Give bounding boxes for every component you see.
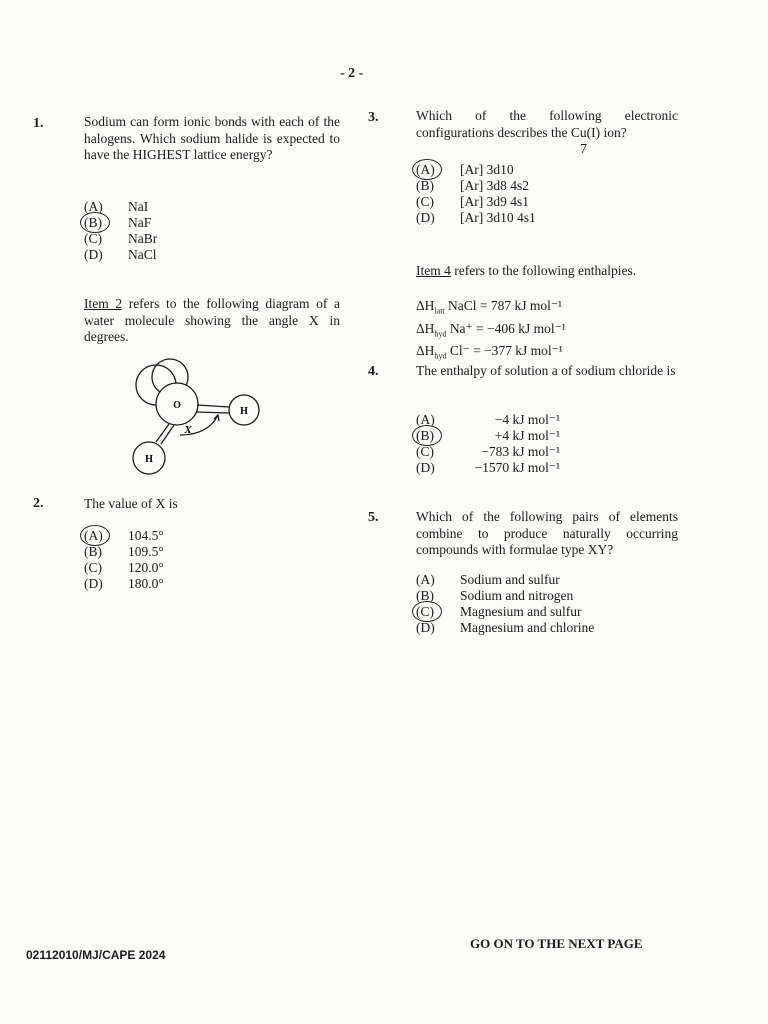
enthalpy-lattice: $\Delta H_{latt}$ NaCl = 787 kJ mol⁻¹ — [416, 298, 563, 316]
o-h-bond-top-1 — [197, 405, 229, 407]
next-page-note: GO ON TO THE NEXT PAGE — [470, 936, 643, 951]
q1-option-b[interactable] — [84, 215, 151, 231]
q3-option-a-value: [Ar] 3d10 — [460, 162, 514, 177]
q4-number: 4. — [368, 364, 379, 379]
q5-option-d[interactable] — [416, 620, 594, 636]
q2-option-b-value: 109.5° — [128, 544, 164, 559]
q5-option-a-value: Sodium and sulfur — [460, 572, 560, 587]
q4-text: The enthalpy of solution a of sodium chloride is — [416, 363, 676, 378]
page-number: - 2 - — [340, 66, 364, 81]
q1-option-c-value: NaBr — [128, 231, 158, 246]
q1-option-d-label: (D) — [84, 247, 103, 262]
q3-text: Which of the following electronic configurations describes the Cu(I) ion? — [416, 108, 678, 140]
q3-option-c[interactable] — [416, 194, 529, 210]
q1-option-b-label: (B) — [84, 215, 128, 231]
q5-option-c[interactable] — [416, 604, 581, 620]
q2-option-b-label: (B) — [84, 544, 102, 559]
q1-option-c[interactable] — [84, 231, 157, 247]
q3-option-a-label: (A) — [416, 162, 460, 178]
q3-option-a[interactable] — [416, 162, 514, 178]
q1-option-a-label: (A) — [84, 199, 103, 214]
q5-option-d-label: (D) — [416, 620, 435, 635]
q2-option-d-label: (D) — [84, 576, 103, 591]
q3-number: 3. — [368, 110, 379, 125]
q3-option-d-value: [Ar] 3d10 4s1 — [460, 210, 536, 225]
item2-text: refers to the following diagram of a water molecule showing the angle X in degrees. — [84, 296, 340, 344]
q1-option-c-label: (C) — [84, 231, 102, 246]
q3-option-b-label: (B) — [416, 178, 434, 193]
q2-option-a[interactable] — [84, 528, 164, 544]
q3-handwritten-mark: 7 — [580, 142, 587, 157]
q4-option-a[interactable] — [416, 412, 560, 428]
o-h-bond-top-2 — [196, 412, 229, 413]
item2-intro — [84, 296, 340, 346]
q3-option-b[interactable] — [416, 178, 529, 194]
q4-option-c-label: (C) — [416, 444, 434, 459]
q3-option-d[interactable] — [416, 210, 536, 226]
q2-number: 2. — [33, 496, 44, 511]
item4-ref: Item 4 — [416, 263, 451, 278]
q1-option-a-value: NaI — [128, 199, 149, 214]
q4-option-a-value: −4 kJ mol⁻¹ — [494, 412, 560, 427]
q5-option-c-label: (C) — [416, 604, 460, 620]
q5-option-a[interactable] — [416, 572, 560, 588]
q3-option-b-value: [Ar] 3d8 4s2 — [460, 178, 529, 193]
q5-option-b[interactable] — [416, 588, 573, 604]
q2-option-c-value: 120.0° — [128, 560, 164, 575]
q4-option-b-label: (B) — [416, 428, 460, 444]
q4-option-b[interactable] — [416, 428, 560, 444]
q5-option-c-value: Magnesium and sulfur — [460, 604, 582, 619]
item4-intro — [416, 263, 678, 280]
oxygen-label: O — [173, 400, 181, 411]
q4-option-c[interactable] — [416, 444, 560, 460]
q2-option-b[interactable] — [84, 544, 164, 560]
q4-option-b-value: +4 kJ mol⁻¹ — [494, 428, 560, 443]
q4-option-a-label: (A) — [416, 412, 435, 427]
q4-option-d[interactable] — [416, 460, 560, 476]
q1-text: Sodium can form ionic bonds with each of the halogens. Which sodium halide is expected to have the HIGHEST lattice energy? — [84, 114, 340, 162]
q5-option-b-label: (B) — [416, 588, 434, 603]
q5-text: Which of the following pairs of elements combine to produce naturally occurring compounds with formulae type XY? — [416, 509, 678, 557]
q3-option-c-label: (C) — [416, 194, 434, 209]
q1-option-d-value: NaCl — [128, 247, 157, 262]
q4-option-c-value: −783 kJ mol⁻¹ — [481, 444, 560, 459]
hydrogen-right-label: H — [240, 406, 248, 417]
q2-option-c[interactable] — [84, 560, 164, 576]
q2-option-a-label: (A) — [84, 528, 128, 544]
water-molecule-diagram — [120, 355, 280, 480]
item2-ref: Item 2 — [84, 296, 123, 311]
q5-option-d-value: Magnesium and chlorine — [460, 620, 595, 635]
q2-option-a-value: 104.5° — [128, 528, 164, 543]
q3-option-c-value: [Ar] 3d9 4s1 — [460, 194, 529, 209]
hydrogen-bottom-label: H — [145, 454, 153, 465]
q2-option-d[interactable] — [84, 576, 164, 592]
q2-option-c-label: (C) — [84, 560, 102, 575]
q1-option-b-value: NaF — [128, 215, 152, 230]
paper-code: 02112010/MJ/CAPE 2024 — [26, 948, 166, 962]
enthalpy-list — [416, 297, 566, 365]
enthalpy-hydration-cl: $\Delta H_{hyd}$ Cl⁻ = −377 kJ mol⁻¹ — [416, 343, 563, 362]
q2-text: The value of X is — [84, 496, 178, 511]
q5-option-b-value: Sodium and nitrogen — [460, 588, 574, 603]
q5-option-a-label: (A) — [416, 572, 435, 587]
q3-option-d-label: (D) — [416, 210, 435, 225]
q4-option-d-label: (D) — [416, 460, 435, 475]
angle-x-label: X — [184, 424, 192, 436]
enthalpy-hydration-na: $\Delta H_{hyd}$ Na⁺ = −406 kJ mol⁻¹ — [416, 320, 566, 339]
o-h-bond-left-1 — [156, 424, 169, 442]
o-h-bond-left-2 — [161, 425, 174, 444]
q2-option-d-value: 180.0° — [128, 576, 164, 591]
q1-option-d[interactable] — [84, 247, 157, 263]
item4-text: refers to the following enthalpies. — [450, 263, 637, 278]
q5-number: 5. — [368, 510, 379, 525]
q1-number: 1. — [33, 116, 44, 131]
q4-option-d-value: −1570 kJ mol⁻¹ — [474, 460, 560, 475]
